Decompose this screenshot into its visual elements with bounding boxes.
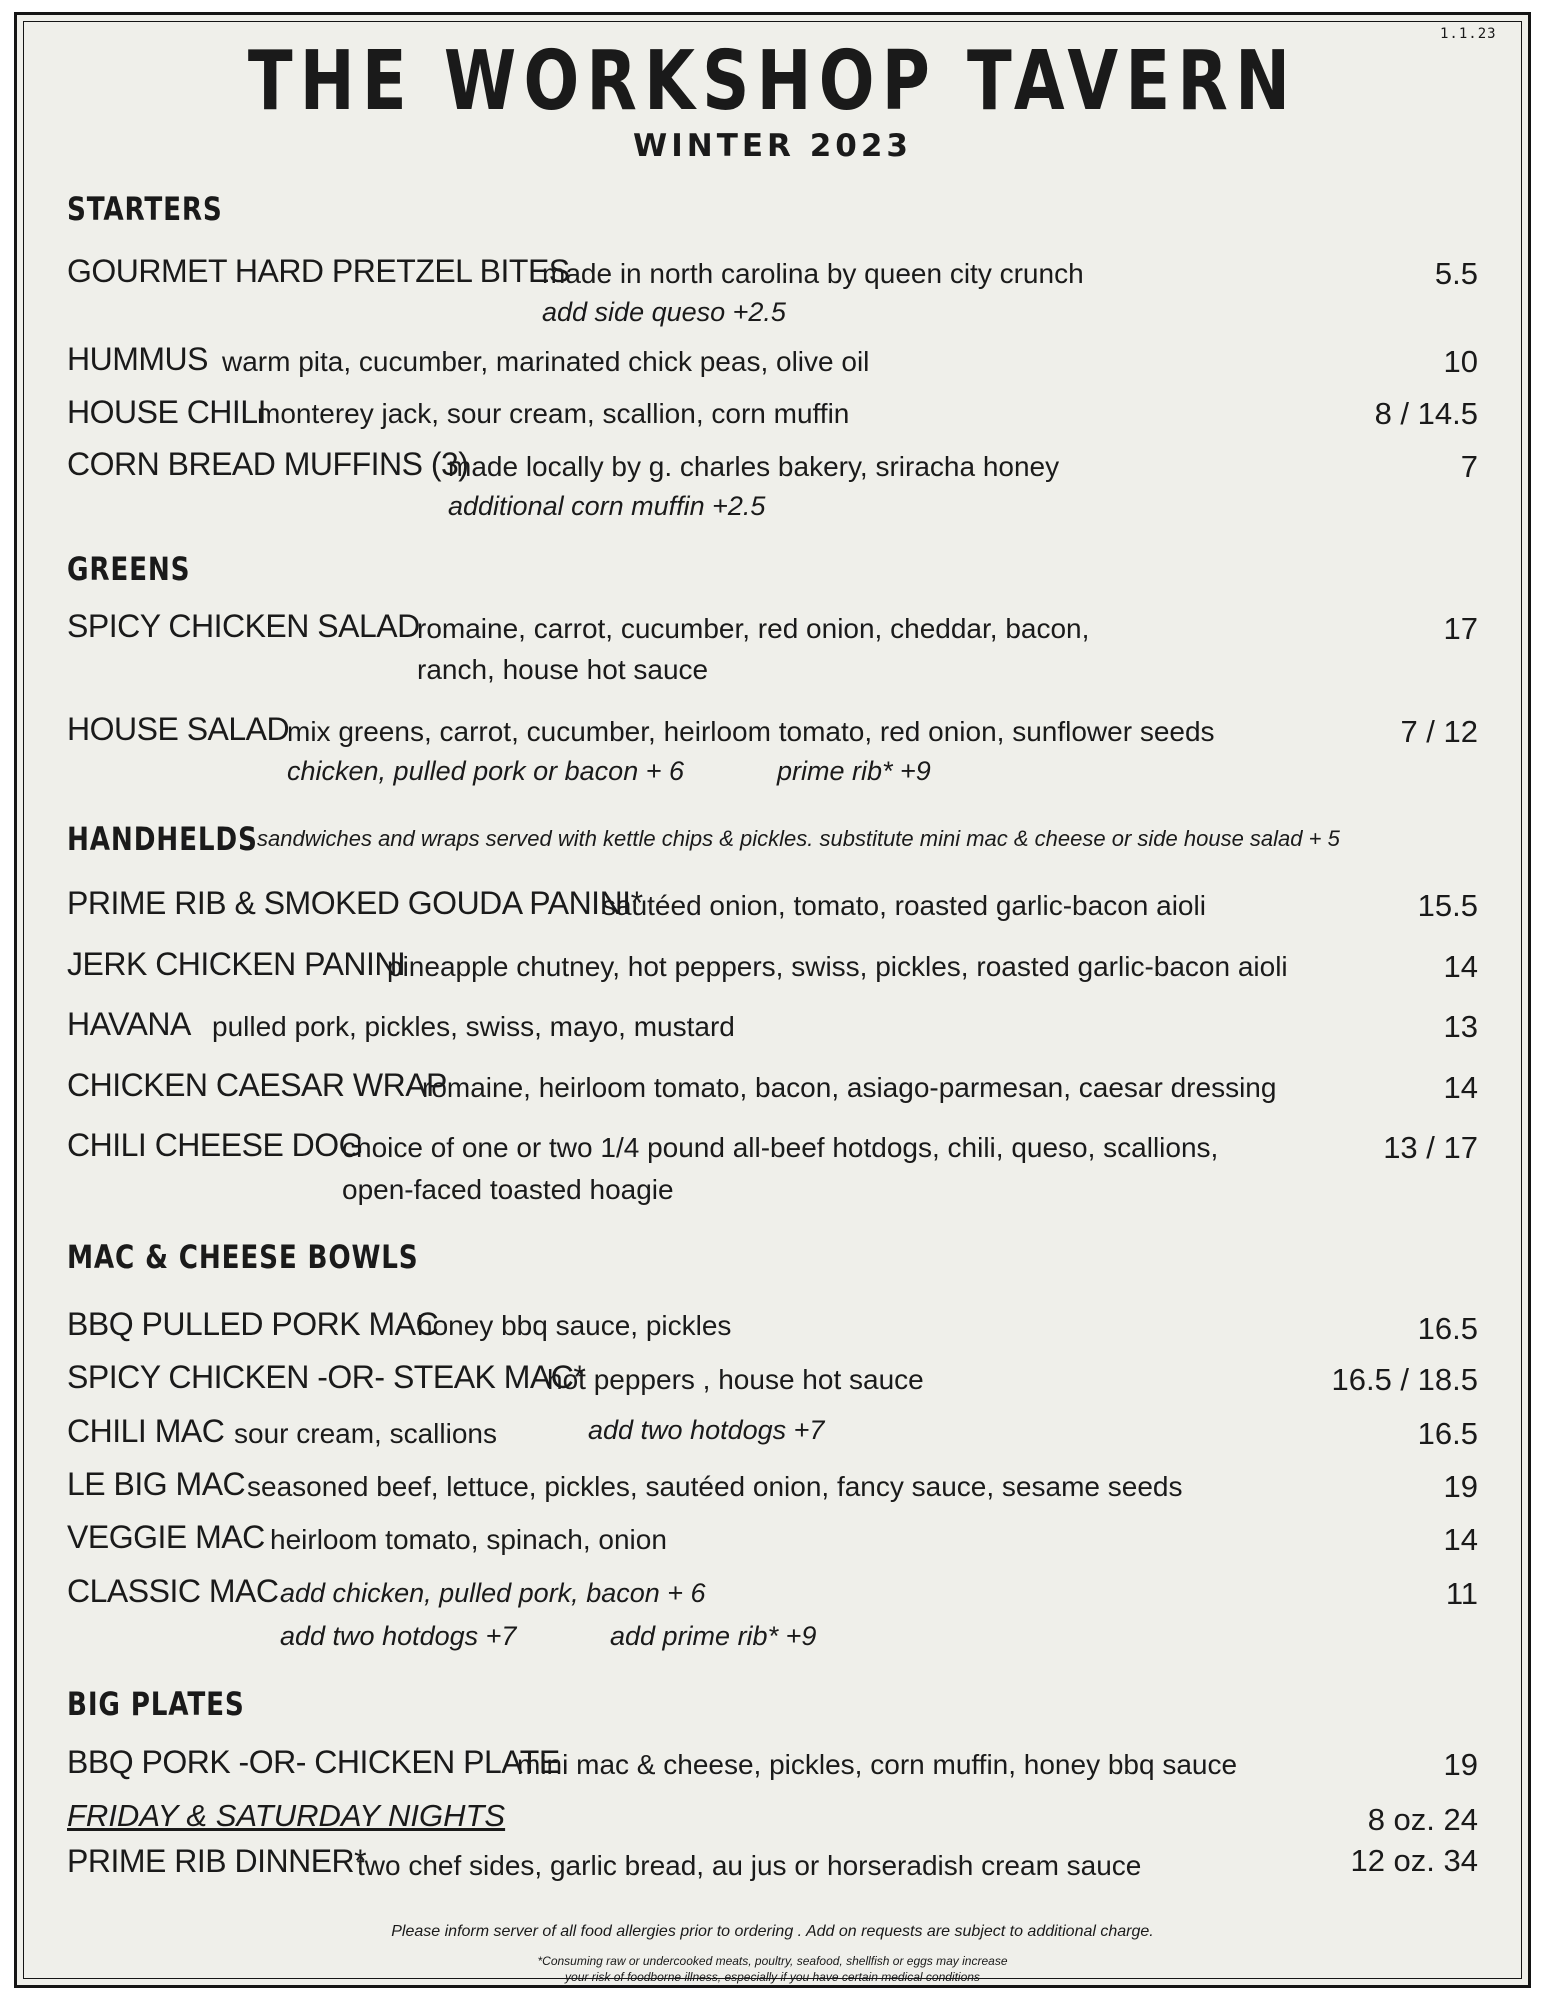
item-description: made locally by g. charles bakery, sriracha honey — [448, 451, 1060, 482]
item-price: 16.5 — [1417, 1311, 1478, 1346]
item-price: 8 oz. 24 — [1367, 1802, 1478, 1837]
item-description: honey bbq sauce, pickles — [417, 1310, 732, 1341]
page-subtitle: WINTER 2023 — [633, 128, 912, 164]
item-description: monterey jack, sour cream, scallion, corn muffin — [257, 398, 850, 429]
item-name: HAVANA — [67, 1006, 191, 1042]
item-addon-note: add chicken, pulled pork, bacon + 6 — [280, 1578, 706, 1608]
item-description: heirloom tomato, spinach, onion — [270, 1524, 667, 1555]
section-heading-big-plates: BIG PLATES — [67, 1685, 245, 1723]
item-addon-note: add two hotdogs +7 — [280, 1621, 517, 1651]
section-heading-starters: STARTERS — [67, 190, 223, 228]
item-price: 14 — [1443, 949, 1478, 984]
item-name: GOURMET HARD PRETZEL BITES — [67, 253, 570, 289]
item-price: 17 — [1443, 611, 1478, 646]
item-price: 15.5 — [1417, 888, 1478, 923]
item-price: 8 / 14.5 — [1374, 396, 1478, 431]
item-description: choice of one or two 1/4 pound all-beef hotdogs, chili, queso, scallions, — [342, 1132, 1219, 1163]
item-addon-note: add prime rib* +9 — [610, 1621, 817, 1651]
item-name: JERK CHICKEN PANINI — [67, 946, 406, 982]
item-description: mix greens, carrot, cucumber, heirloom tomato, red onion, sunflower seeds — [287, 716, 1215, 747]
item-description: two chef sides, garlic bread, au jus or horseradish cream sauce — [357, 1850, 1142, 1881]
item-addon-note: chicken, pulled pork or bacon + 6 — [287, 756, 684, 786]
item-description: sautéed onion, tomato, roasted garlic-bacon aioli — [602, 890, 1206, 921]
item-name: CHILI CHEESE DOG — [67, 1127, 364, 1163]
item-description: hot peppers , house hot sauce — [547, 1364, 924, 1395]
item-name: HOUSE SALAD — [67, 711, 290, 747]
item-description: mini mac & cheese, pickles, corn muffin, honey bbq sauce — [517, 1749, 1238, 1780]
item-price: 11 — [1445, 1576, 1478, 1611]
item-addon-note: add two hotdogs +7 — [588, 1415, 825, 1445]
item-name: PRIME RIB & SMOKED GOUDA PANINI* — [67, 885, 643, 921]
item-price: 12 oz. 34 — [1350, 1843, 1478, 1878]
item-price: 14 — [1443, 1522, 1478, 1557]
item-price: 13 / 17 — [1383, 1130, 1478, 1165]
item-price: 7 — [1460, 449, 1478, 484]
item-price: 14 — [1443, 1070, 1478, 1105]
consumption-warning-line2: your risk of foodborne illness, especially if you have certain medical conditions — [565, 1970, 980, 1984]
item-description: pineapple chutney, hot peppers, swiss, pickles, roasted garlic-bacon aioli — [387, 951, 1288, 982]
item-name: LE BIG MAC — [67, 1466, 246, 1502]
item-name: HOUSE CHILI — [67, 394, 266, 430]
section-subnote: sandwiches and wraps served with kettle chips & pickles. substitute mini mac & cheese or side house salad + 5 — [257, 826, 1340, 851]
item-description: romaine, heirloom tomato, bacon, asiago-parmesan, caesar dressing — [422, 1072, 1277, 1103]
item-description-line2: open-faced toasted hoagie — [342, 1174, 674, 1205]
section-heading-greens: GREENS — [67, 550, 191, 588]
item-name: CHICKEN CAESAR WRAP — [67, 1067, 447, 1103]
item-name: PRIME RIB DINNER* — [67, 1843, 367, 1879]
consumption-warning: *Consuming raw or undercooked meats, poultry, seafood, shellfish or eggs may increase — [537, 1954, 1008, 1968]
item-price: 19 — [1443, 1747, 1478, 1782]
item-addon-note: prime rib* +9 — [777, 756, 931, 786]
item-price: 10 — [1443, 344, 1478, 379]
item-description: warm pita, cucumber, marinated chick peas, olive oil — [222, 346, 870, 377]
menu-version-code: 1.1.23 — [1440, 26, 1497, 42]
item-name: VEGGIE MAC — [67, 1519, 265, 1555]
item-name: BBQ PULLED PORK MAC — [67, 1306, 439, 1342]
item-description: pulled pork, pickles, swiss, mayo, mustard — [212, 1011, 735, 1042]
item-addon-note: additional corn muffin +2.5 — [448, 491, 766, 521]
section-heading-mac-cheese: MAC & CHEESE BOWLS — [67, 1238, 419, 1276]
allergy-notice: Please inform server of all food allergies prior to ordering . Add on requests are subject to additional charge. — [391, 1923, 1154, 1940]
item-addon-note: add side queso +2.5 — [542, 297, 786, 327]
item-price: 5.5 — [1434, 256, 1478, 291]
item-name: CLASSIC MAC — [67, 1573, 279, 1609]
item-name: CORN BREAD MUFFINS (3) — [67, 446, 469, 482]
item-description: sour cream, scallions — [234, 1418, 497, 1449]
item-name: BBQ PORK -OR- CHICKEN PLATE — [67, 1744, 560, 1780]
item-price: 16.5 / 18.5 — [1331, 1362, 1478, 1397]
item-price: 16.5 — [1417, 1416, 1478, 1451]
item-description: romaine, carrot, cucumber, red onion, cheddar, bacon, — [417, 613, 1090, 644]
item-description: made in north carolina by queen city crunch — [542, 258, 1084, 289]
item-price: 13 — [1443, 1009, 1478, 1044]
page-title: THE WORKSHOP TAVERN — [247, 34, 1298, 129]
section-heading-handhelds: HANDHELDS — [67, 820, 258, 858]
item-name: HUMMUS — [67, 341, 208, 377]
item-price: 19 — [1443, 1469, 1478, 1504]
item-name: SPICY CHICKEN -OR- STEAK MAC* — [67, 1359, 586, 1395]
item-description: seasoned beef, lettuce, pickles, sautéed onion, fancy sauce, sesame seeds — [247, 1471, 1183, 1502]
item-name: CHILI MAC — [67, 1413, 225, 1449]
item-description-line2: ranch, house hot sauce — [417, 654, 709, 685]
item-name: SPICY CHICKEN SALAD — [67, 608, 420, 644]
item-price: 7 / 12 — [1400, 714, 1478, 749]
item-name: FRIDAY & SATURDAY NIGHTS — [67, 1798, 506, 1833]
